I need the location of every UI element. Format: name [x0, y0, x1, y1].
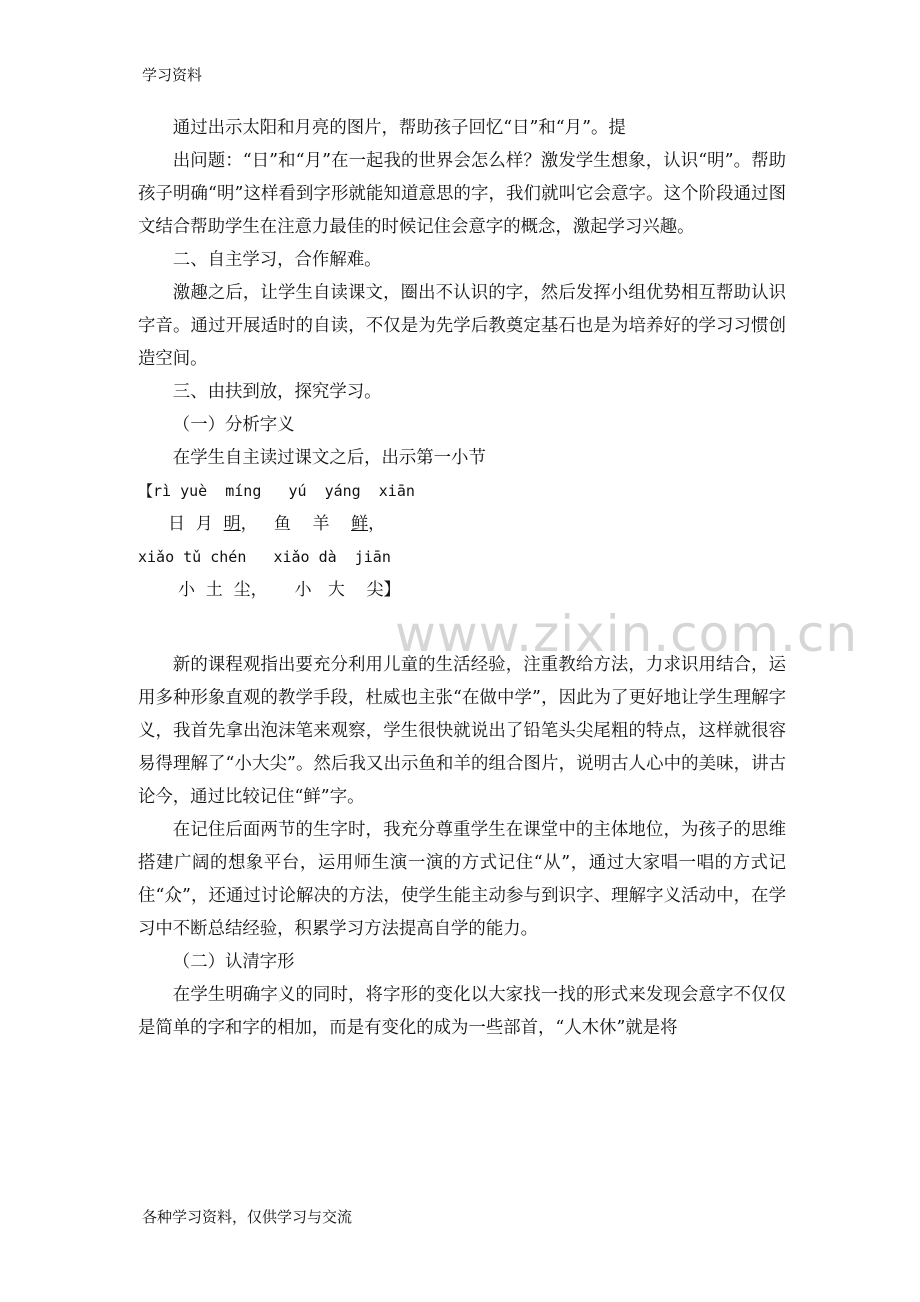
document-body [138, 112, 786, 1045]
watermark: www.zixin.com.cn [395, 605, 859, 663]
paragraph-1: 通过出示太阳和月亮的图片，帮助孩子回忆“日”和“月”。提 [172, 118, 626, 138]
paragraph-2: 出问题：“日”和“月”在一起我的世界会怎么样？激发学生想象，认识“明”。帮助孩子明确“明”这样看到字形就能知道意思的字，我们就叫它会意字。这个阶段通过图文结合帮助学生在注意力最佳的时候记住会意字的概念，激起学习兴趣。 [138, 151, 786, 237]
hanzi-1e: ， [368, 514, 386, 534]
paragraph-4: 在学生自主读过课文之后，出示第一小节 [172, 448, 486, 468]
paragraph-7: 在学生明确字义的同时，将字形的变化以大家找一找的形式来发现会意字不仅仅是简单的字和字的相加，而是有变化的成为一些部首，“人木休”就是将 [138, 985, 786, 1038]
page-header: 学习资料 [142, 66, 203, 84]
hanzi-line-1 [138, 508, 786, 541]
paragraph-5: 新的课程观指出要充分利用儿童的生活经验，注重教给方法，力求识用结合，运用多种形象直观的教学手段，杜威也主张“在做中学”，因此为了更好地让学生理解字义，我首先拿出泡沫笔来观察，学生很快就说出了铅笔头尖尾粗的特点，这样就很容易得理解了“小大尖”。然后我又出示鱼和羊的组合图片，说明古人心中的美味，讲古论今，通过比较记住“鲜”字。 [138, 655, 786, 807]
subheading-2: （二）认清字形 [172, 952, 295, 972]
hanzi-1c: ， 鱼 羊 [240, 514, 352, 534]
paragraph-6: 在记住后面两节的生字时，我充分尊重学生在课堂中的主体地位，为孩子的思维搭建广阔的想象平台，运用师生演一演的方式记住“从”，通过大家唱一唱的方式记住“众”，还通过讨论解决的方法，使学生能主动参与到识字、理解字义活动中，在学习中不断总结经验，积累学习方法提高自学的能力。 [138, 820, 786, 939]
subheading-1: （一）分析字义 [172, 415, 295, 435]
hanzi-line-2: 小 土 尘， 小 大 尖】 [178, 580, 401, 600]
paragraph-3: 激趣之后，让学生自读课文，圈出不认识的字，然后发挥小组优势相互帮助认识字音。通过开展适时的自读，不仅是为先学后教奠定基石也是为培养好的学习习惯创造空间。 [138, 283, 786, 369]
page-footer: 各种学习资料，仅供学习与交流 [142, 1208, 353, 1226]
heading-3: 三、由扶到放，探究学习。 [172, 382, 382, 402]
hanzi-1a: 日 月 [168, 514, 224, 534]
hanzi-xian: 鲜 [351, 514, 369, 534]
pinyin-line-2: xiǎo tǔ chén xiǎo dà jiān [138, 548, 391, 566]
pinyin-line-1: 【rì yuè míng yú yáng xiān [138, 482, 415, 500]
hanzi-ming: 明 [223, 514, 241, 534]
heading-2: 二、自主学习，合作解难。 [172, 250, 382, 270]
